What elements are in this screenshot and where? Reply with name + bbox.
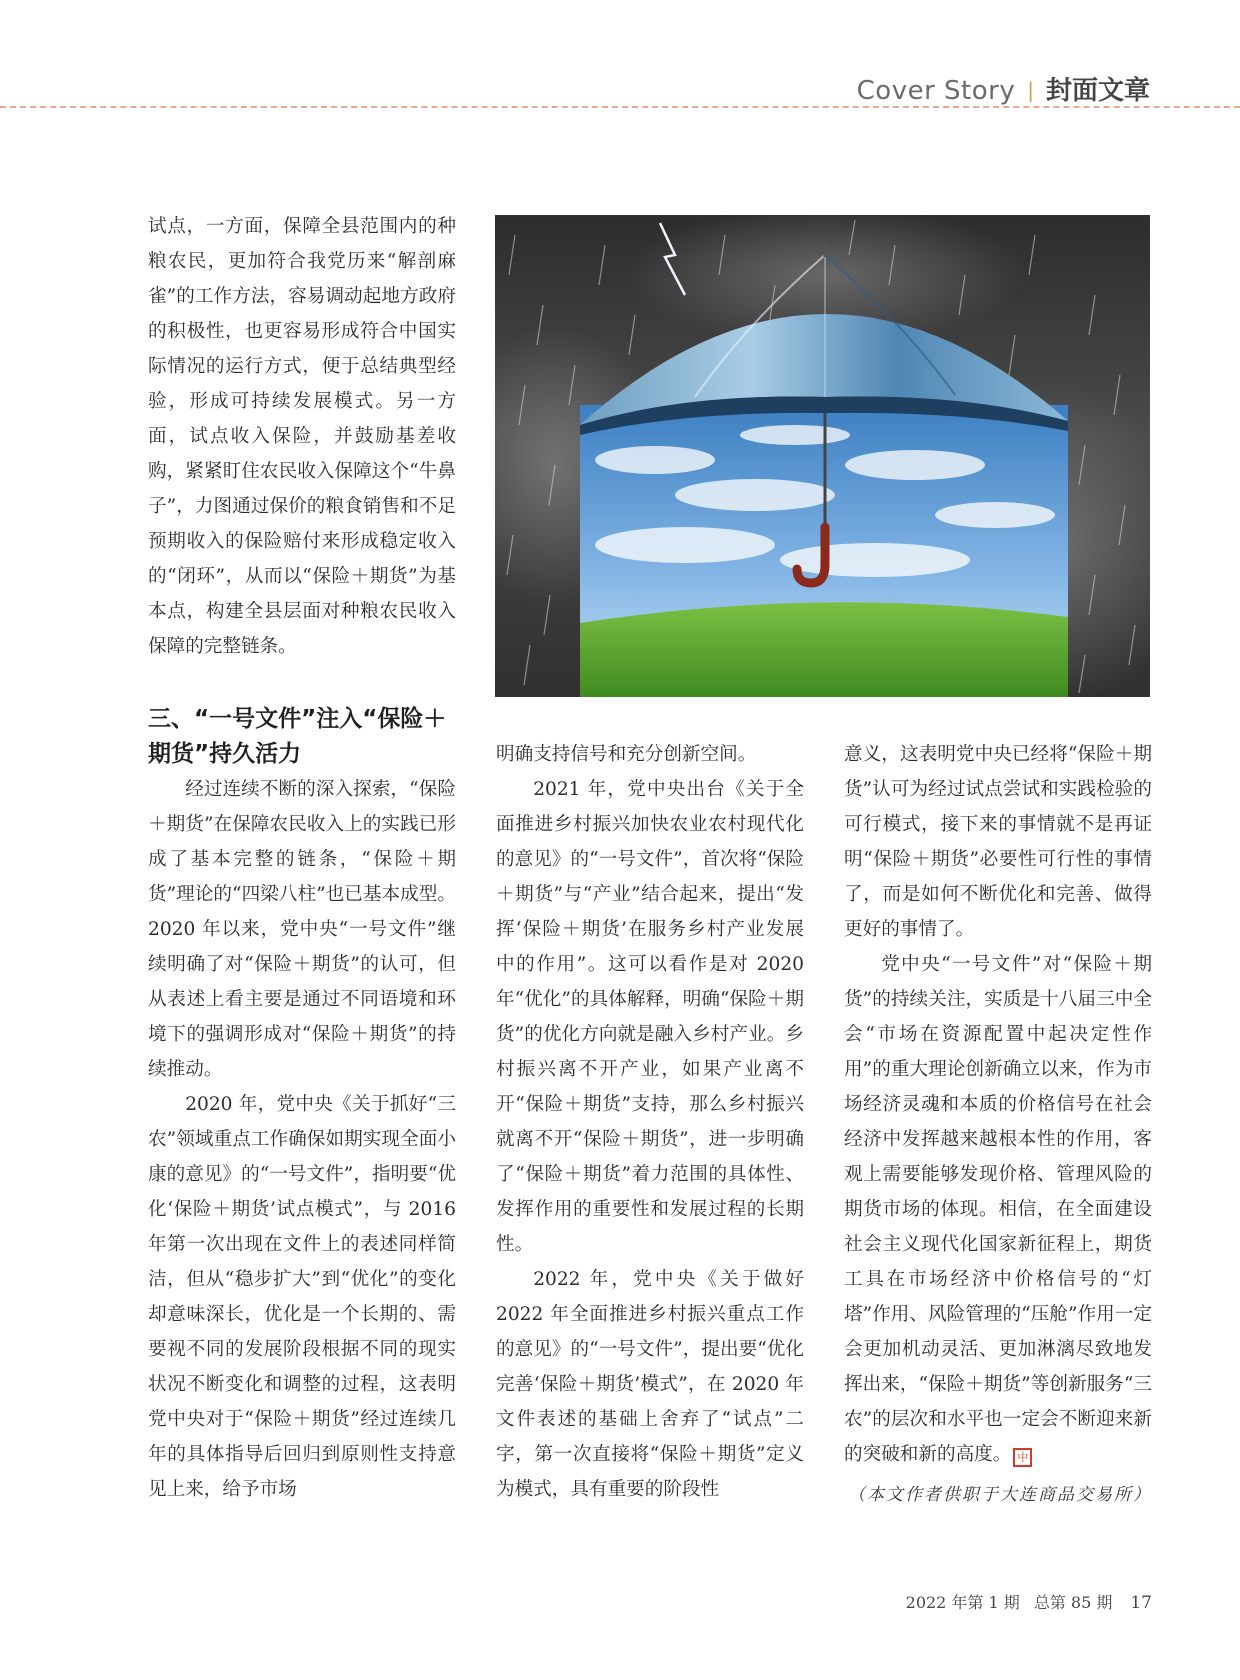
page-footer [906, 1590, 1152, 1613]
paragraph-final [844, 947, 1152, 1472]
paragraph: 经过连续不断的深入探索，“保险＋期货”在保障农民收入上的实践已形成了基本完整的链条，“保险＋期货”理论的“四梁八柱”也已基本成型。2020 年以来，党中央“一号文件”继续明确了对“保险＋期货”的认可，但从表述上看主要是通过不同语境和环境下的强调形成对“保险＋期货”的持续推动。 [148, 779, 456, 1080]
paragraph: 2020 年，党中央《关于抓好“三农”领域重点工作确保如期实现全面小康的意见》的“一号文件”，指明要“优化‘保险＋期货’试点模式”，与 2016 年第一次出现在文件上的表述同样简洁，但从“稳步扩大”到“优化”的变化却意味深长，优化是一个长期的、需要视不同的发展阶段根据不同的现实状况不断变化和调整的过程，这表明党中央对于“保险＋期货”经过连续几年的具体指导后回归到原则性支持意见上来，给予市场 [148, 1094, 456, 1500]
paragraph: 试点，一方面，保障全县范围内的种粮农民，更加符合我党历来“解剖麻雀”的工作方法，容易调动起地方政府的积极性，也更容易形成符合中国实际情况的运行方式，便于总结典型经验，形成可持续发展模式。另一方面，试点收入保险，并鼓励基差收购，紧紧盯住农民收入保障这个“牛鼻子”，力图通过保价的粮食销售和不足预期收入的保险赔付来形成稳定收入的“闭环”，从而以“保险＋期货”为基本点，构建全县层面对种粮农民收入保障的完整链条。 [148, 216, 456, 657]
header-cn-label: 封面文章 [1045, 76, 1150, 106]
end-mark-icon: 中 [1013, 1448, 1032, 1467]
paragraph: 明确支持信号和充分创新空间。 [496, 744, 757, 765]
author-note: （本文作者供职于大连商品交易所） [848, 1485, 1152, 1505]
column-3 [844, 737, 1152, 1472]
header-separator: | [1027, 78, 1034, 102]
section-heading: 三、“一号文件”注入“保险＋期货”持久活力 [148, 706, 447, 767]
footer-total-issue: 总第 85 期 [1033, 1593, 1113, 1612]
column-1-top [148, 209, 456, 664]
paragraph: 意义，这表明党中央已经将“保险＋期货”认可为经过试点尝试和实践检验的可行模式，接下来的事情就不是再证明“保险＋期货”必要性可行性的事情了，而是如何不断优化和完善、做得更好的事情了。 [844, 744, 1152, 940]
cover-illustration [495, 215, 1150, 697]
paragraph: 2022 年，党中央《关于做好 2022 年全面推进乡村振兴重点工作的意见》的“一号文件”，提出要“优化完善‘保险＋期货’模式”，在 2020 年文件表述的基础上舍弃了“试点”二字，第一次直接将“保险＋期货”定义为模式，具有重要的阶段性 [496, 1269, 804, 1500]
paragraph: 2021 年，党中央出台《关于全面推进乡村振兴加快农业农村现代化的意见》的“一号文件”，首次将“保险＋期货”与“产业”结合起来，提出“发挥‘保险＋期货’在服务乡村产业发展中的作用”。这可以看作是对 2020 年“优化”的具体解释，明确“保险＋期货”的优化方向就是融入乡村产业。乡村振兴离不开产业，如果产业离不开“保险＋期货”支持，那么乡村振兴就离不开“保险＋期货”，进一步明确了“保险＋期货”着力范围的具体性、发挥作用的重要性和发展过程的长期性。 [496, 779, 804, 1255]
column-1-bottom [148, 772, 456, 1507]
footer-issue: 2022 年第 1 期 [905, 1593, 1020, 1612]
running-header [857, 70, 1150, 107]
header-en-label: Cover Story [856, 76, 1016, 106]
header-dashed-rule [0, 106, 1240, 108]
paragraph-text: 党中央“一号文件”对“保险＋期货”的持续关注，实质是十八届三中全会“市场在资源配置中起决定性作用”的重大理论创新确立以来，作为市场经济灵魂和本质的价格信号在社会经济中发挥越来越根本性的作用，客观上需要能够发现价格、管理风险的期货市场的体现。相信，在全面建设社会主义现代化国家新征程上，期货工具在市场经济中价格信号的“灯塔”作用、风险管理的“压舱”作用一定会更加机动灵活、更加淋漓尽致地发挥出来，“保险＋期货”等创新服务“三农”的层次和水平也一定会不断迎来新的突破和新的高度。 [844, 954, 1152, 1465]
column-2 [496, 737, 804, 1507]
umbrella-illustration [495, 215, 1150, 697]
page-number: 17 [1130, 1593, 1152, 1613]
